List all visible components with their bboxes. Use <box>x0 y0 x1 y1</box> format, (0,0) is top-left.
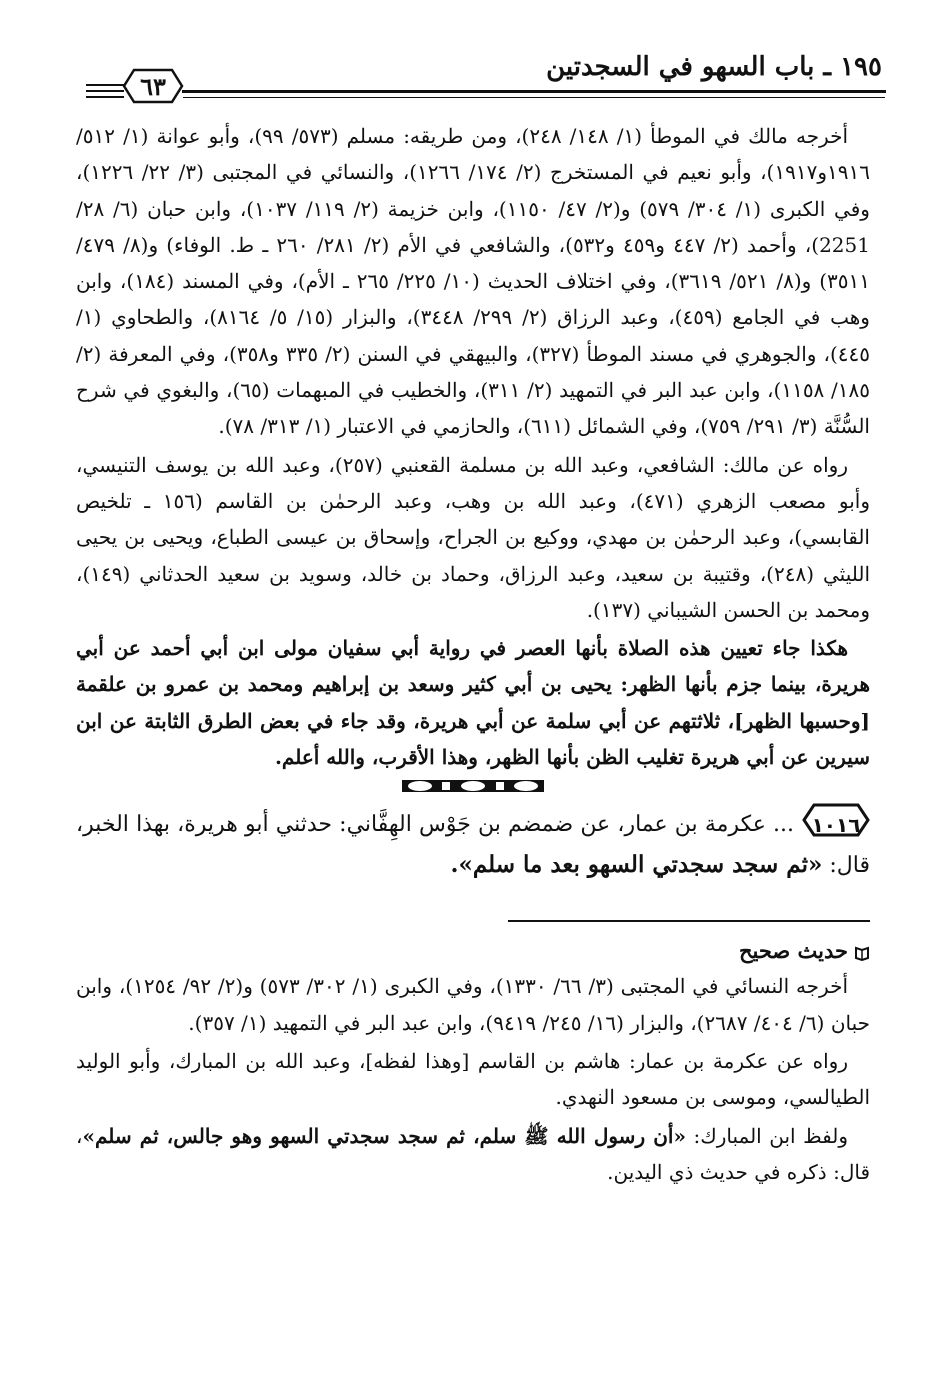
hadith-text: ... عكرمة بن عمار، عن ضمضم بن جَوْس الهِفَّاني: حدثني أبو هريرة، بهذا الخبر، قال: <box>76 812 870 879</box>
page-content <box>76 118 870 1190</box>
wording-quote: «أن رسول الله ﷺ سلم، ثم سجد سجدتي السهو وهو جالس، ثم سلم» <box>82 1123 686 1148</box>
page-header <box>86 48 886 106</box>
commentary-paragraph: هكذا جاء تعيين هذه الصلاة بأنها العصر في رواية أبي سفيان مولى ابن أبي أحمد عن أبي هريرة، بينما جزم بأنها الظهر: يحيى بن أبي كثير وسعد بن إبراهيم ومحمد بن عمرو بن علقمة [وحسبها الظهر]، ثلاثتهم عن أبي سلمة عن أبي هريرة، وقد جاء في بعض الطرق الثابتة عن ابن سيرين عن أبي هريرة تغليب الظن بأنها الظهر، وهذا الأقرب، والله أعلم. <box>76 636 870 770</box>
ornament-icon <box>402 777 544 795</box>
page-number-badge <box>122 66 184 106</box>
takhrij-paragraph: أخرجه مالك في الموطأ (١/ ١٤٨/ ٢٤٨)، ومن طريقه: مسلم (٥٧٣/ ٩٩)، وأبو عوانة (١/ ٥١٢/ ١٩١٦و١٩١٧)، وأبو نعيم في المستخرج (٢/ ١٧٤/ ١٢٦٦)، والنسائي في المجتبى (٣/ ٢٢/ ١٢٢٦)، وفي الكبرى (١/ ٣٠٤/ ٥٧٩) و(٢/ ٤٧/ ١١٥٠)، وابن خزيمة (٢/ ١١٩/ ١٠٣٧)، وابن حبان (٦/ ٢٨/ 2251)، وأحمد (٢/ ٤٤٧ و٤٥٩ و٥٣٢)، والشافعي في الأم (٢/ ٢٨١/ ٢٦٠ ـ ط. الوفاء) و(٨/ ٤٧٩/ ٣٥١١) و(٨/ ٥٢١/ ٣٦١٩)، وفي اختلاف الحديث (١٠/ ٢٢٥/ ٢٦٥ ـ الأم)، وفي المسند (١٨٤)، وابن وهب في الجامع (٤٥٩)، وعبد الرزاق (٢/ ٢٩٩/ ٣٤٤٨)، والبزار (١٥/ ٥/ ٨١٦٤)، والطحاوي (١/ ٤٤٥)، والجوهري في مسند الموطأ (٣٢٧)، والبيهقي في السنن (٢/ ٣٣٥ و٣٥٨)، وفي المعرفة (٢/ ١٨٥/ ١١٥٨)، وابن عبد البر في التمهيد (٢/ ٣١١)، والخطيب في المبهمات (٦٥)، والبغوي في شرح السُّنَّة (٣/ ٢٩١/ ٧٥٩)، وفي الشمائل (٦١١)، والحازمي في الاعتبار (١/ ٣١٣/ ٧٨). <box>76 124 871 439</box>
book-icon <box>854 945 870 961</box>
wording-tail: ، قال: ذكره في حديث ذي اليدين. <box>76 1123 870 1184</box>
hadith-number: ١٠١٦ <box>811 813 861 838</box>
grading-wording-paragraph <box>76 1118 870 1191</box>
header-rule-left <box>86 84 124 86</box>
grading-takhrij-paragraph: أخرجه النسائي في المجتبى (٣/ ٦٦/ ١٣٣٠)، وفي الكبرى (١/ ٣٠٢/ ٥٧٣) و(٢/ ٩٢/ ١٢٥٤)، وابن حبان (٦/ ٤٠٤/ ٢٦٨٧)، والبزار (١٦/ ٢٤٥/ ٩٤١٩)، وابن عبد البر في التمهيد (١/ ٣٥٧). <box>76 974 870 1035</box>
wording-lead: ولفظ ابن المبارك: <box>685 1123 848 1148</box>
running-title: ١٩٥ ـ باب السهو في السجدتين <box>546 52 882 82</box>
hadith-block <box>76 803 870 886</box>
hadith-quote: «ثم سجد سجدتي السهو بعد ما سلم». <box>450 851 823 879</box>
ornamental-divider <box>76 777 870 797</box>
grading-label: حديث صحيح <box>738 938 848 964</box>
hadith-number-badge <box>802 803 870 837</box>
header-rule <box>182 90 886 93</box>
narrators-paragraph: رواه عن مالك: الشافعي، وعبد الله بن مسلمة القعنبي (٢٥٧)، وعبد الله بن يوسف التنيسي، وأبو مصعب الزهري (٤٧١)، وعبد الله بن وهب، وعبد الرحمٰن بن القاسم (١٥٦ ـ تلخيص القابسي)، وعبد الرحمٰن بن مهدي، ووكيع بن الجراح، وإسحاق بن عيسى الطباع، ويحيى بن يحيى الليثي (٢٤٨)، وقتيبة بن سعيد، وعبد الرزاق، وحماد بن خالد، وسويد بن سعيد الحدثاني (١٤٩)، ومحمد بن الحسن الشيباني (١٣٧). <box>76 452 871 622</box>
grading-narrators-paragraph: رواه عن عكرمة بن عمار: هاشم بن القاسم [وهذا لفظه]، وعبد الله بن المبارك، وأبو الوليد الطيالسي، وموسى بن مسعود النهدي. <box>76 1048 870 1110</box>
page-number: ٦٣ <box>140 72 166 101</box>
section-rule <box>508 920 870 922</box>
grading-heading <box>76 934 870 968</box>
